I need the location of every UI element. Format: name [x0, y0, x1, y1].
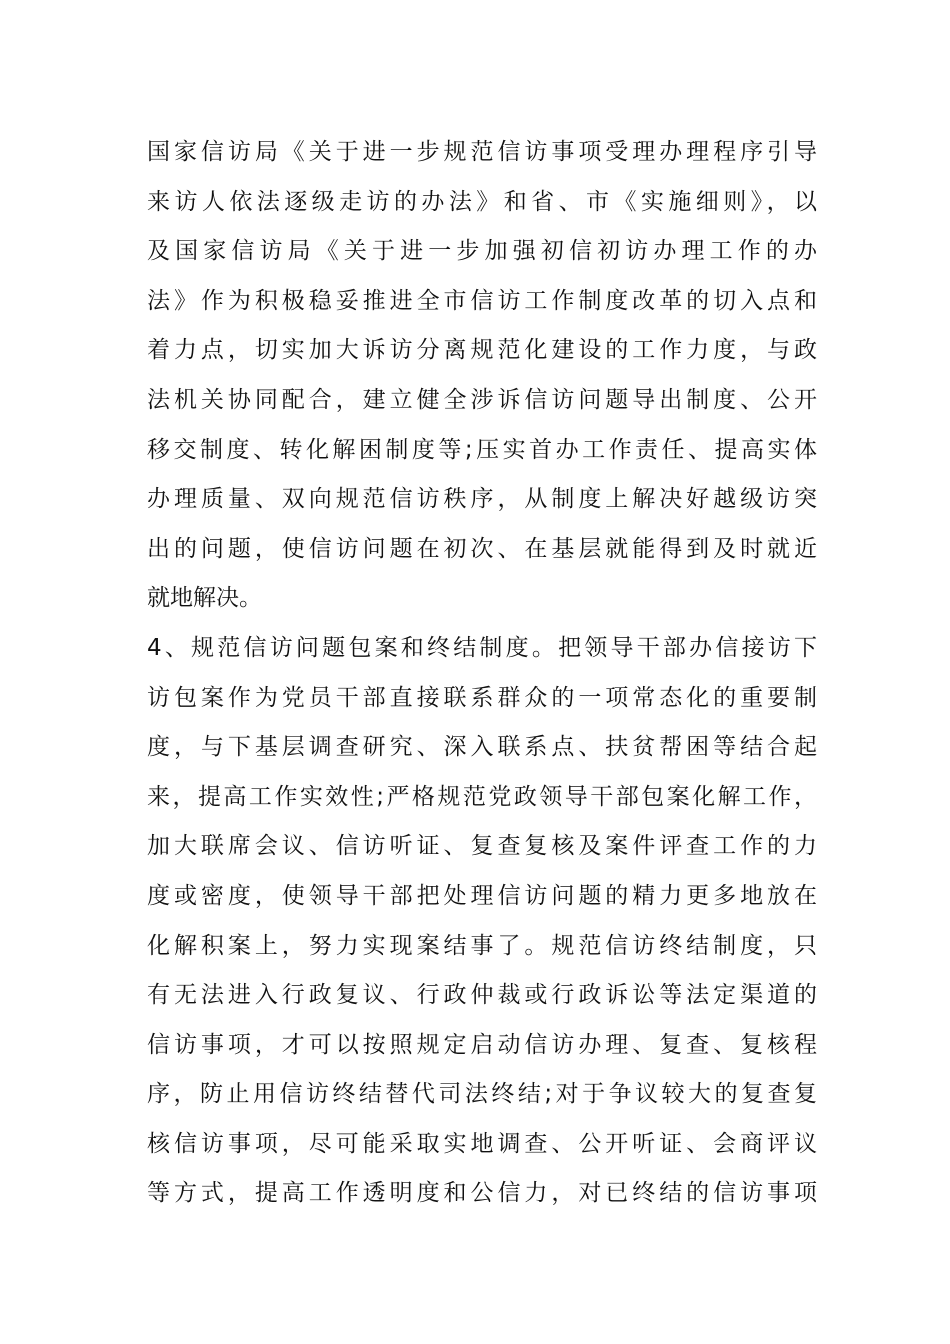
text-line: 办理质量、双向规范信访秩序，从制度上解决好越级访突 — [147, 486, 817, 513]
text-line: 就地解决。 — [147, 585, 262, 612]
text-line: 移交制度、转化解困制度等;压实首办工作责任、提高实体 — [147, 436, 817, 463]
text-line: 出的问题，使信访问题在初次、在基层就能得到及时就近 — [147, 535, 817, 562]
text-line: 有无法进入行政复议、行政仲裁或行政诉讼等法定渠道的 — [147, 982, 817, 1009]
text-line: 核信访事项，尽可能采取实地调查、公开听证、会商评议 — [147, 1130, 817, 1157]
text-line: 着力点，切实加大诉访分离规范化建设的工作力度，与政 — [147, 337, 817, 364]
text-line: 国家信访局《关于进一步规范信访事项受理办理程序引导 — [147, 139, 817, 165]
text-line: 序，防止用信访终结替代司法终结;对于争议较大的复查复 — [147, 1081, 817, 1108]
text-line: 度，与下基层调查研究、深入联系点、扶贫帮困等结合起 — [147, 734, 817, 761]
text-line: 来，提高工作实效性;严格规范党政领导干部包案化解工作， — [147, 783, 817, 810]
text-line: 法机关协同配合，建立健全涉诉信访问题导出制度、公开 — [147, 386, 817, 413]
text-line: 化解积案上，努力实现案结事了。规范信访终结制度，只 — [147, 932, 817, 959]
text-line: 加大联席会议、信访听证、复查复核及案件评查工作的力 — [147, 833, 817, 860]
text-line: 及国家信访局《关于进一步加强初信初访办理工作的办 — [147, 238, 817, 265]
text-line: 法》作为积极稳妥推进全市信访工作制度改革的切入点和 — [147, 287, 817, 314]
text-line: 访包案作为党员干部直接联系群众的一项常态化的重要制 — [147, 684, 817, 711]
text-line: 信访事项，才可以按照规定启动信访办理、复查、复核程 — [147, 1031, 817, 1058]
text-line: 度或密度，使领导干部把处理信访问题的精力更多地放在 — [147, 882, 817, 909]
text-line: 4、规范信访问题包案和终结制度。把领导干部办信接访下 — [147, 634, 817, 661]
body-text — [147, 128, 817, 1219]
text-line: 等方式，提高工作透明度和公信力，对已终结的信访事项 — [147, 1180, 817, 1207]
text-line: 来访人依法逐级走访的办法》和省、市《实施细则》，以 — [147, 188, 817, 215]
